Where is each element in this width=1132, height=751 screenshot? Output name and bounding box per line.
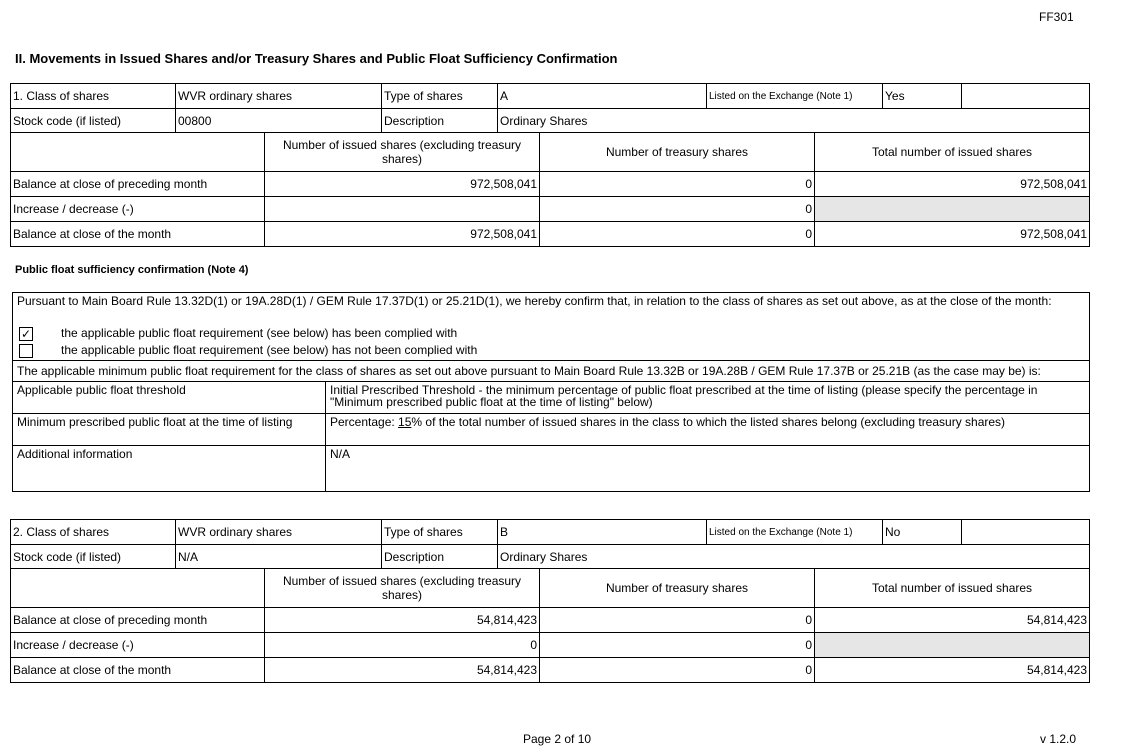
class2-col-total: Total number of issued shares [815, 569, 1090, 608]
class1-close-total: 972,508,041 [815, 222, 1090, 247]
section-title: II. Movements in Issued Shares and/or Treasury Shares and Public Float Sufficiency Confirmation [15, 51, 618, 66]
row-label-preceding: Balance at close of preceding month [11, 608, 265, 633]
option-complied-row [13, 325, 1090, 343]
public-float-intro: Pursuant to Main Board Rule 13.32D(1) or 19A.28D(1) / GEM Rule 17.37D(1) or 25.21D(1), we hereby confirm that, in relation to the class of shares as set out above, as at the close of the month: [13, 293, 1090, 325]
class1-header-blank [11, 133, 265, 172]
class1-description-label: Description [382, 109, 498, 133]
minimum-label: Minimum prescribed public float at the time of listing [13, 414, 326, 446]
class2-info-table [10, 519, 1090, 569]
option-not-complied-label: the applicable public float requirement (see below) has not been complied with [61, 343, 478, 358]
class2-type-label: Type of shares [382, 520, 498, 545]
class2-close-treasury: 0 [540, 658, 815, 683]
class2-stock-code-label: Stock code (if listed) [11, 545, 176, 569]
additional-info-value: N/A [326, 446, 1090, 492]
row-label-increase: Increase / decrease (-) [11, 197, 265, 222]
class1-blank-cell [962, 84, 1090, 109]
class2-increase-issued: 0 [265, 633, 540, 658]
table-row [11, 197, 1090, 222]
class1-info-table [10, 83, 1090, 133]
class1-increase-total [815, 197, 1090, 222]
minimum-percent: 15 [398, 415, 412, 429]
class2-blank-cell [962, 520, 1090, 545]
class1-stock-code-value: 00800 [176, 109, 382, 133]
complied-checkbox[interactable]: ✓ [20, 326, 32, 341]
class1-close-issued: 972,508,041 [265, 222, 540, 247]
class1-class-value: WVR ordinary shares [176, 84, 382, 109]
class1-increase-treasury: 0 [540, 197, 815, 222]
class2-preceding-treasury: 0 [540, 608, 815, 633]
threshold-label: Applicable public float threshold [13, 382, 326, 414]
option-complied-label: the applicable public float requirement (see below) has been complied with [61, 325, 458, 340]
class1-movement-table [10, 132, 1090, 247]
row-label-increase: Increase / decrease (-) [11, 633, 265, 658]
class2-col-issued: Number of issued shares (excluding treasury shares) [265, 569, 540, 608]
class1-type-value: A [498, 84, 707, 109]
class1-stock-code-label: Stock code (if listed) [11, 109, 176, 133]
minimum-value [326, 414, 1090, 446]
table-row [11, 633, 1090, 658]
class2-close-total: 54,814,423 [815, 658, 1090, 683]
class2-stock-code-value: N/A [176, 545, 382, 569]
additional-info-label: Additional information [13, 446, 326, 492]
class2-col-treasury: Number of treasury shares [540, 569, 815, 608]
class2-preceding-total: 54,814,423 [815, 608, 1090, 633]
class1-close-treasury: 0 [540, 222, 815, 247]
class1-type-label: Type of shares [382, 84, 498, 109]
class2-description-label: Description [382, 545, 498, 569]
class1-class-label: 1. Class of shares [11, 84, 176, 109]
class1-listed-label: Listed on the Exchange (Note 1) [707, 84, 883, 109]
class2-close-issued: 54,814,423 [265, 658, 540, 683]
class2-listed-label: Listed on the Exchange (Note 1) [707, 520, 883, 545]
class2-preceding-issued: 54,814,423 [265, 608, 540, 633]
class2-increase-total [815, 633, 1090, 658]
form-version: v 1.2.0 [1040, 732, 1077, 746]
class1-preceding-issued: 972,508,041 [265, 172, 540, 197]
class1-preceding-total: 972,508,041 [815, 172, 1090, 197]
class1-col-total: Total number of issued shares [815, 133, 1090, 172]
public-float-table [12, 292, 1090, 492]
public-float-title: Public float sufficiency confirmation (Note 4) [15, 264, 249, 276]
table-row [11, 608, 1090, 633]
class1-listed-value: Yes [883, 84, 962, 109]
row-label-close: Balance at close of the month [11, 222, 265, 247]
class2-increase-treasury: 0 [540, 633, 815, 658]
class2-description-value: Ordinary Shares [498, 545, 1090, 569]
class2-header-blank [11, 569, 265, 608]
form-code: FF301 [1039, 10, 1074, 24]
not-complied-checkbox[interactable] [19, 344, 33, 358]
option-not-complied-row [13, 343, 1090, 361]
table-row [11, 172, 1090, 197]
class1-description-value: Ordinary Shares [498, 109, 1090, 133]
class1-col-treasury: Number of treasury shares [540, 133, 815, 172]
table-row [11, 222, 1090, 247]
threshold-value: Initial Prescribed Threshold - the minimum percentage of public float prescribed at the time of listing (please specify the percentage in "Minimum prescribed public float at the time of listing" below) [326, 382, 1090, 414]
requirement-intro: The applicable minimum public float requirement for the class of shares as set out above pursuant to Main Board Rule 13.32B or 19A.28B / GEM Rule 17.37B or 25.21B (as the case may be) is: [13, 361, 1090, 382]
minimum-prefix: Percentage: [330, 415, 399, 429]
class2-type-value: B [498, 520, 707, 545]
minimum-suffix: % of the total number of issued shares in the class to which the listed shares belong (excluding treasury shares) [411, 415, 1006, 429]
class1-col-issued: Number of issued shares (excluding treasury shares) [265, 133, 540, 172]
class1-preceding-treasury: 0 [540, 172, 815, 197]
class2-movement-table [10, 568, 1090, 683]
class1-increase-issued [265, 197, 540, 222]
class2-listed-value: No [883, 520, 962, 545]
class2-class-value: WVR ordinary shares [176, 520, 382, 545]
class2-class-label: 2. Class of shares [11, 520, 176, 545]
page-number: Page 2 of 10 [523, 732, 592, 746]
table-row [11, 658, 1090, 683]
row-label-close: Balance at close of the month [11, 658, 265, 683]
row-label-preceding: Balance at close of preceding month [11, 172, 265, 197]
